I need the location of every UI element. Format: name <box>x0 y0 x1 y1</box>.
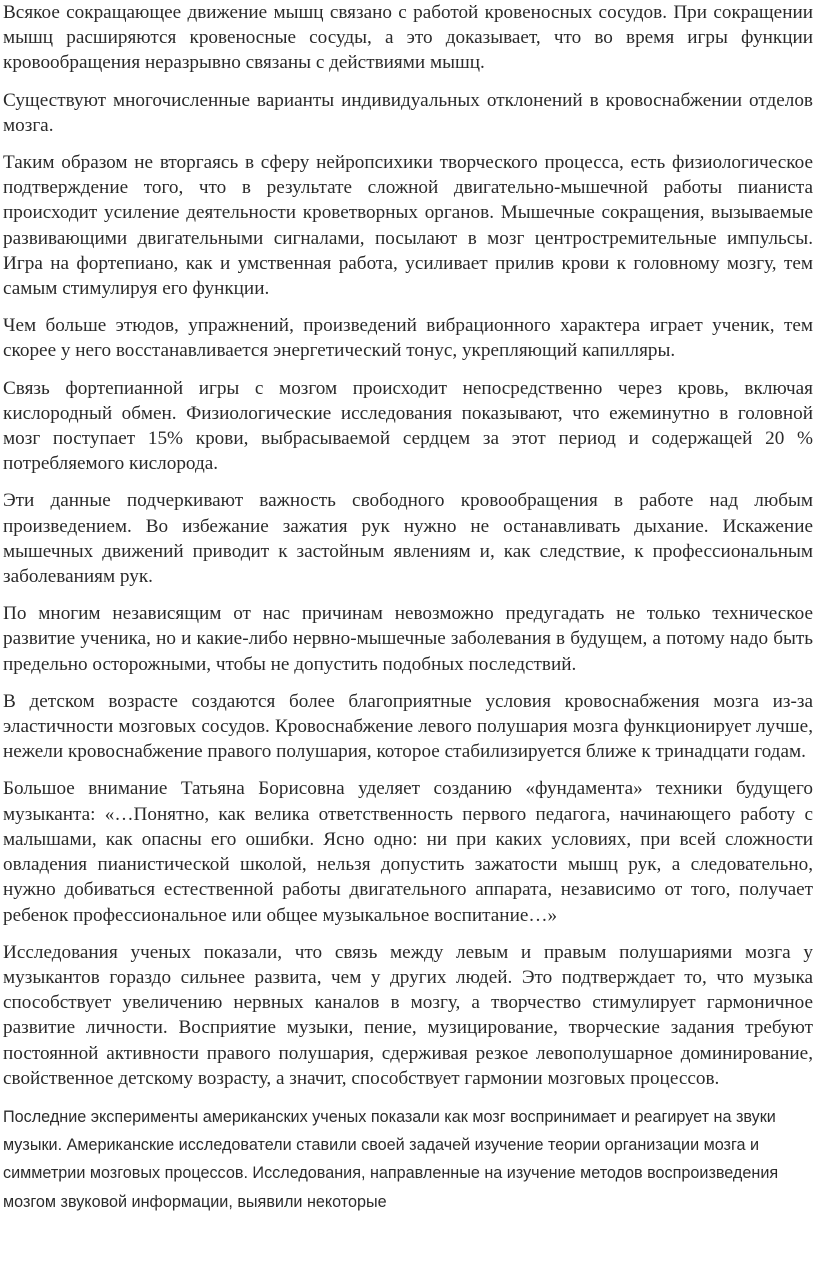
paragraph-blood-oxygen: Связь фортепианной игры с мозгом происходит непосредственно через кровь, включая кислородный обмен. Физиологические исследования показывают, что ежеминутно в головной мозг поступает 15% крови, выбрасываемой сердцем за этот период и содержащей 20 % потребляемого кислорода. <box>3 377 813 475</box>
paragraph-muscle-vessels: Всякое сокращающее движение мышц связано с работой кровеносных сосудов. При сокращении мышц расширяются кровеносные сосуды, а это доказывает, что во время игры функции кровообращения неразрывно связаны с действиями мышц. <box>3 2 813 74</box>
paragraph-hemispheres-research: Исследования ученых показали, что связь между левым и правым полушариями мозга у музыкантов гораздо сильнее развита, чем у других людей. Это подтверждает то, что музыка способствует увеличению нервных каналов в мозгу, а творчество стимулирует гармоничное развитие личности. Восприятие музыки, пение, музицирование, творческие задания требуют постоянной активности правого полушария, сдерживая резкое левополушарное доминирование, свойственное детскому возрасту, а значит, способствует гармонии мозговых процессов. <box>3 941 813 1089</box>
paragraph-etudes-tonus: Чем больше этюдов, упражнений, произведений вибрационного характера играет ученик, тем скорее у него восстанавливается энергетический тонус, укрепляющий капилляры. <box>3 315 813 362</box>
paragraph-american-experiments: Последние эксперименты американских ученых показали как мозг воспринимает и реагирует на звуки музыки. Американские исследователи ставили своей задачей изучение теории организации мозга и симметрии мозговых процессов. Исследования, направленные на изучение методов воспроизведения мозгом звуковой информации, выявили некоторые <box>3 1107 779 1211</box>
paragraph-unpredictable-development: По многим независящим от нас причинам невозможно предугадать не только техническое развитие ученика, но и какие-либо нервно-мышечные заболевания в будущем, а потому надо быть предельно осторожными, чтобы не допустить подобных последствий. <box>3 603 813 675</box>
paragraph-free-circulation: Эти данные подчеркивают важность свободного кровообращения в работе над любым произведением. Во избежание зажатия рук нужно не останавливать дыхание. Искажение мышечных движений приводит к застойным явлениям и, как следствие, к профессиональным заболеваниям рук. <box>3 490 813 588</box>
paragraph-physiological-confirmation: Таким образом не вторгаясь в сферу нейропсихики творческого процесса, есть физиологическое подтверждение того, что в результате сложной двигательно-мышечной работы пианиста происходит усиление деятельности кроветворных органов. Мышечные сокращения, вызываемые развивающими двигательными сигналами, посылают в мозг центростремительные импульсы. Игра на фортепиано, как и умственная работа, усиливает прилив крови к головному мозгу, тем самым стимулируя его функции. <box>3 152 813 300</box>
paragraph-childhood-blood-supply: В детском возрасте создаются более благоприятные условия кровоснабжения мозга из-за эластичности мозговых сосудов. Кровоснабжение левого полушария мозга функционирует лучше, нежели кровоснабжение правого полушария, которое стабилизируется ближе к тринадцати годам. <box>3 690 813 763</box>
paragraph-technique-foundation: Большое внимание Татьяна Борисовна уделяет созданию «фундамента» техники будущего музыканта: «…Понятно, как велика ответственность первого педагога, начинающего работу с малышами, как опасны его ошибки. Ясно одно: ни при каких условиях, при всей сложности овладения пианистической школой, нельзя допустить зажатости мышц рук, а следовательно, нужно добиваться естественной работы двигательного аппарата, независимо от того, получает ребенок профессиональное или общее музыкальное воспитание…» <box>3 778 813 926</box>
paragraph-individual-variants: Существуют многочисленные варианты индивидуальных отклонений в кровоснабжении отделов мозга. <box>3 89 813 136</box>
